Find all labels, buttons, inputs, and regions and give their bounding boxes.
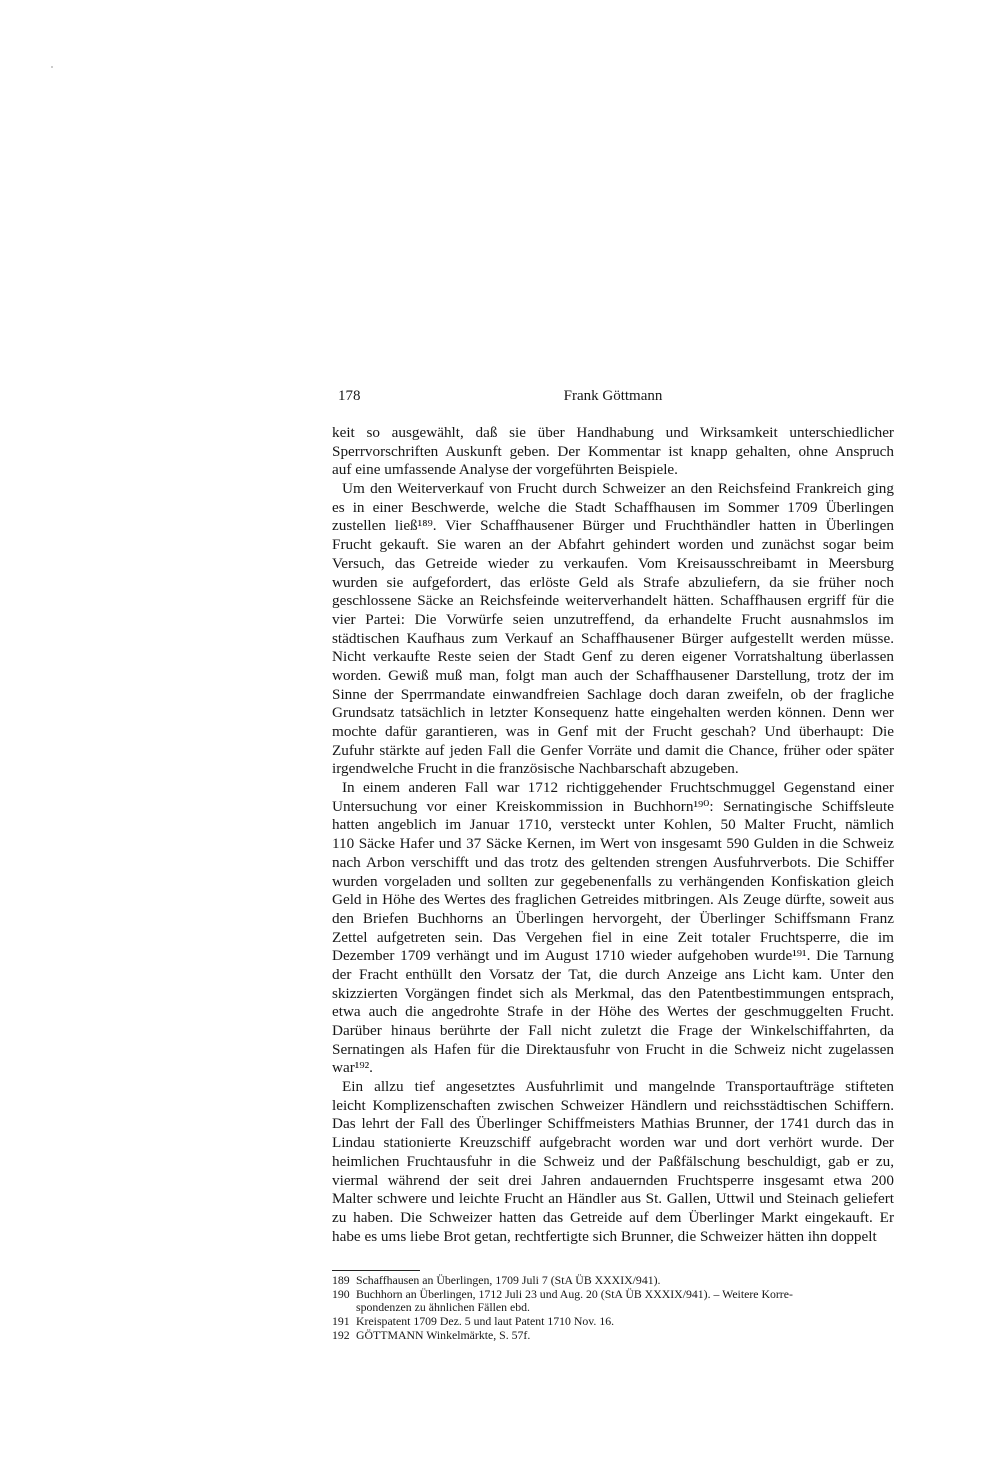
- text-line: habe es ums liebe Brot getan, rechtfertigte sich Brunner, die Schweizer hätten ihn doppelt: [332, 1227, 877, 1245]
- paragraph: [332, 480, 894, 779]
- text-line: heimlichen Fruchtausfuhr in die Schweiz und der Paßfälschung beschuldigt, gab er zu,: [332, 1152, 894, 1170]
- footnote-number: 189: [332, 1273, 350, 1288]
- text-line: zustellen ließ¹⁸⁹. Vier Schaffhausener Bürger und Fruchthändler hatten in Überlingen: [332, 517, 894, 535]
- text-line: In einem anderen Fall war 1712 richtiggehender Fruchtschmuggel Gegenstand einer: [342, 779, 894, 797]
- text-line: Das lehrt der Fall des Überlinger Schiffmeisters Mathias Brunner, der 1741 durch das in: [332, 1115, 894, 1133]
- text-line: der Fracht enthüllt den Vorsatz der Tat, die durch Anzeige ans Licht kam. Unter den: [332, 965, 894, 983]
- body-text: [332, 424, 894, 1246]
- text-line: Sernatingen als Hafen für die Direktausfuhr von Frucht in die Schweiz nicht zugelassen: [332, 1040, 894, 1058]
- footnote: [332, 1315, 894, 1329]
- text-line: Geld in Höhe des Wertes des fraglichen Getreides mitbringen. Als Zeuge dürfte, soweit aus: [332, 891, 894, 909]
- paragraph: [332, 779, 894, 1078]
- footnote-number: 192: [332, 1327, 350, 1342]
- text-line: Untersuchung vor einer Kreiskommission in Buchhorn¹⁹⁰: Sernatingische Schiffsleute: [332, 797, 894, 815]
- footnote-text: Buchhorn an Überlingen, 1712 Juli 23 und Aug. 20 (StA ÜB XXXIX/941). – Weitere Korre-: [356, 1286, 793, 1301]
- text-line: war¹⁹².: [332, 1059, 373, 1077]
- text-line: 110 Säcke Hafer und 37 Säcke Kernen, im Wert von insgesamt 590 Gulden in die Schweiz: [332, 835, 894, 853]
- text-line: wurden vorgeladen und sollten zur gegebenenfalls zu verhängenden Konfiskation gleich: [332, 872, 894, 890]
- text-line: nach Arbon verschifft und das trotz des geltenden strengen Ausfuhrverbots. Die Schiffer: [332, 853, 894, 871]
- text-line: auf eine umfassende Analyse der vorgeführten Beispiele.: [332, 461, 678, 479]
- scan-speck: [51, 66, 53, 68]
- footnote: [332, 1288, 894, 1315]
- paragraph: [332, 424, 894, 480]
- text-line: zu haben. Die Schweizer hatten das Getreide auf dem Überlinger Markt eingekauft. Er: [332, 1208, 894, 1226]
- text-line: irgendwelche Frucht in die französische Nachbarschaft abzugeben.: [332, 760, 739, 778]
- text-line: mochte dafür garantieren, was in Genf mit der Frucht geschah? Und überhaupt: Die: [332, 723, 894, 740]
- text-line: geschlossene Säcke an Reichsfeinde weiterverhandelt hätten. Schaffhausen ergriff für die: [332, 592, 894, 610]
- running-head: Frank Göttmann: [563, 388, 663, 404]
- text-line: Sperrvorschriften Auskunft geben. Der Kommentar ist knapp gehalten, ohne Anspruch: [332, 442, 894, 460]
- footnote-number: 191: [332, 1314, 350, 1329]
- footnote: [332, 1329, 894, 1343]
- text-line: Dezember 1709 verhängt und im August 1710 wieder aufgehoben wurde¹⁹¹. Die Tarnung: [332, 947, 894, 965]
- text-line: Lindau stationierte Kreuzschiff aufgebracht worden war und dort verhört wurde. Der: [332, 1134, 894, 1152]
- footnote-text: Kreispatent 1709 Dez. 5 und laut Patent 1710 Nov. 16.: [356, 1314, 615, 1329]
- footnote-text: GÖTTMANN Winkelmärkte, S. 57f.: [356, 1327, 531, 1342]
- footnote: [332, 1274, 894, 1288]
- text-line: vier Partei: Die Vorwürfe seien unzutreffend, da erhandelte Frucht ausnahmslos im: [332, 610, 894, 628]
- text-line: wurden sie aufgefordert, das erlöste Geld als Strafe abzuliefern, da sie früher noch: [332, 573, 894, 591]
- footnote-text: Schaffhausen an Überlingen, 1709 Juli 7 (StA ÜB XXXIX/941).: [356, 1273, 661, 1288]
- text-line: Nicht verkaufte Reste seien der Stadt Genf zu deren eigener Vorratshaltung überlassen: [332, 648, 894, 666]
- text-line: skizzierten Vorgängen findet sich als Merkmal, das den Patentbestimmungen entsprach,: [332, 984, 894, 1002]
- text-line: Malter schwere und leichte Frucht an Händler aus St. Gallen, Uttwil und Steinach geliefert: [332, 1190, 894, 1208]
- text-line: hatten angeblich im Januar 1710, versteckt unter Kohlen, 50 Malter Frucht, nämlich: [332, 816, 894, 834]
- text-line: Darüber hinaus berührte der Fall nicht zuletzt die Frage der Winkelschiffahrten, da: [332, 1022, 894, 1039]
- text-line: Zettel aufgetreten sein. Das Vergehen fiel in eine Zeit totaler Fruchtsperre, die im: [332, 928, 894, 946]
- text-line: Sinne der Sperrmandate einwandfreien Sachlage doch daran zweifeln, ob der fragliche: [332, 685, 894, 703]
- book-page: [332, 388, 894, 1342]
- text-line: worden. Gewiß muß man, folgt man auch der Schaffhausener Darstellung, trotz der im: [332, 666, 894, 684]
- text-line: Zufuhr stärkte auf jeden Fall die Genfer Vorräte und damit die Chance, früher oder später: [332, 741, 894, 759]
- text-line: Ein allzu tief angesetztes Ausfuhrlimit und mangelnde Transportaufträge stifteten: [342, 1078, 894, 1096]
- text-line: Versuch, das Getreide wieder zu verkaufen. Vom Kreisausschreibamt in Meersburg: [332, 554, 894, 572]
- text-line: keit so ausgewählt, daß sie über Handhabung und Wirksamkeit unterschiedlicher: [332, 424, 894, 441]
- footnote-number: 190: [332, 1286, 350, 1301]
- footnote-text: spondenzen zu ähnlichen Fällen ebd.: [356, 1300, 530, 1315]
- text-line: städtischen Kaufhaus zum Verkauf an Schaffhausener Bürger aufgestellt werden müsse.: [332, 629, 894, 647]
- page-header: [332, 388, 894, 414]
- footnote-rule: [332, 1270, 420, 1271]
- paragraph: [332, 1078, 894, 1246]
- page-number: 178: [338, 388, 361, 404]
- text-line: es in einer Beschwerde, welche die Stadt Schaffhausen im Sommer 1709 Überlingen: [332, 498, 894, 516]
- footnotes: [332, 1274, 894, 1342]
- text-line: etwa auch die angedrohte Strafe in der Höhe des Wertes der geschmuggelten Frucht.: [332, 1003, 894, 1021]
- text-line: leicht Komplizenschaften zwischen Schweizer Händlern und reichsstädtischen Schiffern.: [332, 1096, 894, 1114]
- text-line: Um den Weiterverkauf von Frucht durch Schweizer an den Reichsfeind Frankreich ging: [342, 480, 894, 498]
- text-line: Frucht gekauft. Sie waren an der Abfahrt gehindert worden und zunächst sogar beim: [332, 536, 894, 554]
- text-line: viermal während der seit drei Jahren andauernden Fruchtsperre insgesamt etwa 200: [332, 1171, 894, 1189]
- text-line: den Briefen Buchhorns an Überlingen hervorgeht, der Überlinger Schiffsmann Franz: [332, 909, 894, 927]
- text-line: Grundsatz tatsächlich in letzter Konsequenz hatte eingehalten werden können. Denn wer: [332, 704, 894, 722]
